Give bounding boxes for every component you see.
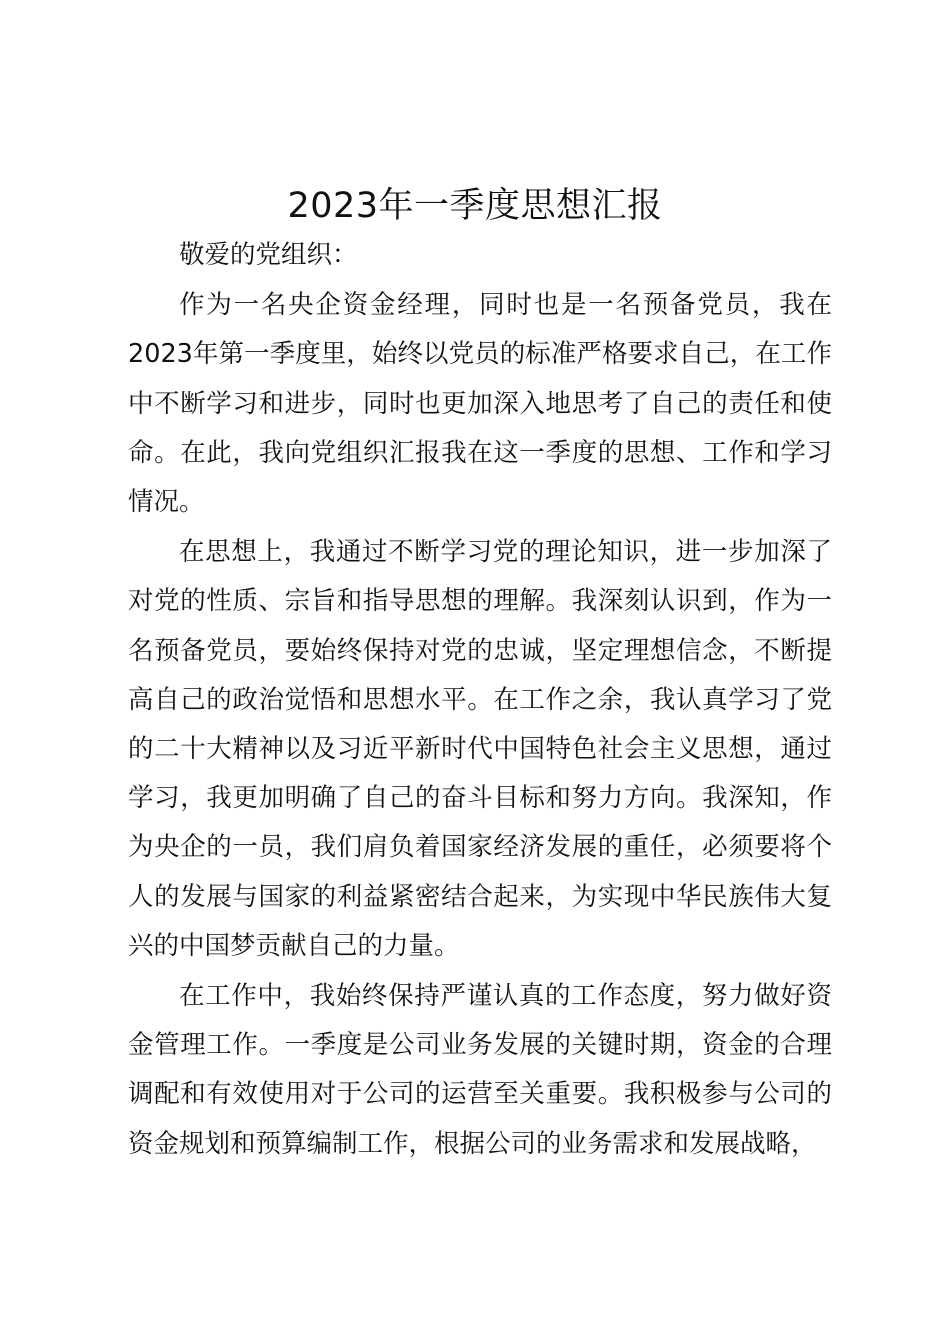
paragraph-work: 在工作中，我始终保持严谨认真的工作态度，努力做好资金管理工作。一季度是公司业务发展的关键时期，资金的合理调配和有效使用对于公司的运营至关重要。我积极参与公司的资金规划和预算编制工作，根据公司的业务需求和发展战略， — [128, 981, 832, 1159]
document-body — [128, 231, 832, 1169]
salutation: 敬爱的党组织： — [179, 240, 358, 270]
document-title: 2023年一季度思想汇报 — [287, 186, 663, 226]
paragraph-intro: 作为一名央企资金经理，同时也是一名预备党员，我在2023年第一季度里，始终以党员的标准严格要求自己，在工作中不断学习和进步，同时也更加深入地思考了自己的责任和使命。在此，我向党组织汇报我在这一季度的思想、工作和学习情况。 — [128, 290, 832, 518]
paragraph-thought: 在思想上，我通过不断学习党的理论知识，进一步加深了对党的性质、宗旨和指导思想的理解。我深刻认识到，作为一名预备党员，要始终保持对党的忠诚，坚定理想信念，不断提高自己的政治觉悟和思想水平。在工作之余，我认真学习了党的二十大精神以及习近平新时代中国特色社会主义思想，通过学习，我更加明确了自己的奋斗目标和努力方向。我深知，作为央企的一员，我们肩负着国家经济发展的重任，必须要将个人的发展与国家的利益紧密结合起来，为实现中华民族伟大复兴的中国梦贡献自己的力量。 — [128, 537, 832, 961]
